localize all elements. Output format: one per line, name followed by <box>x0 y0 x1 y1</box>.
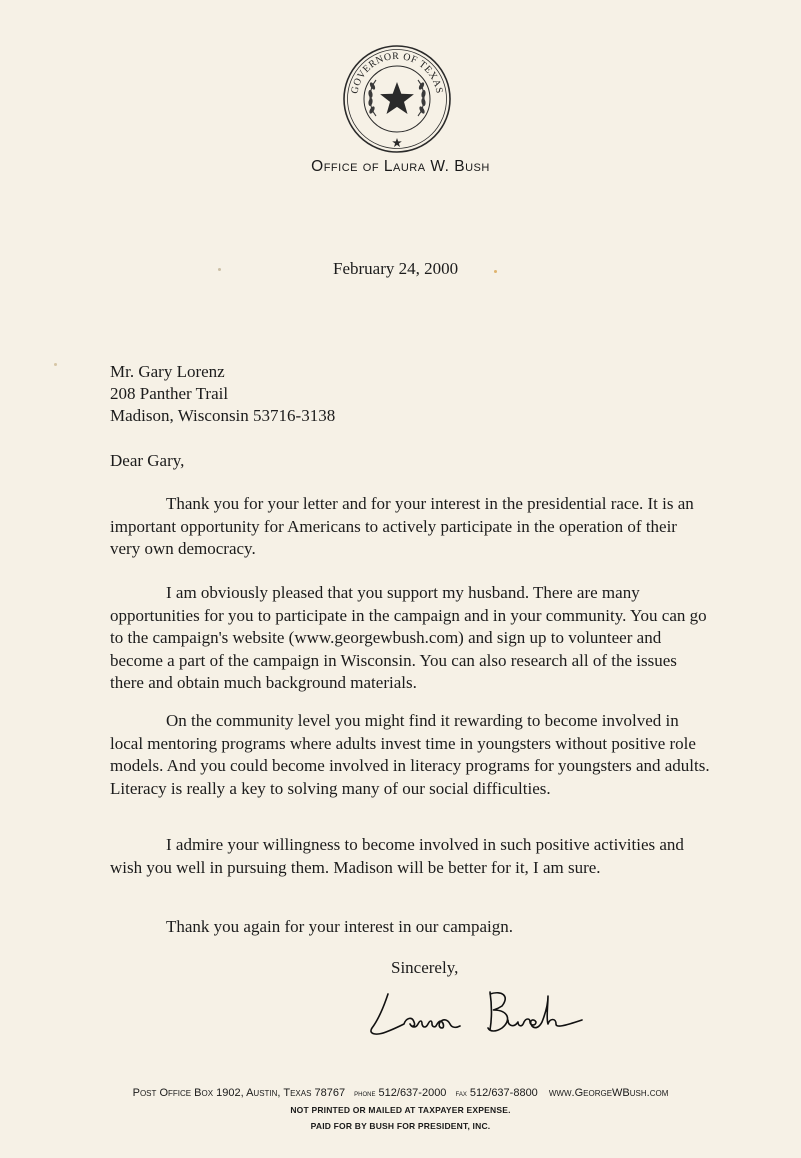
body-paragraph-2: I am obviously pleased that you support my husband. There are many opportunities for you to participate in the campaign and in your community. You can go to the campaign's website (www.georgewbush.com) and sign up to volunteer and become a part of the campaign in Wisconsin. You can also research all of the issues there and obtain much background materials. <box>110 583 707 692</box>
paper-speck <box>494 270 497 273</box>
handwritten-signature <box>360 982 610 1042</box>
footer-fax-label: fax <box>455 1088 467 1098</box>
letter-date: February 24, 2000 <box>333 259 459 278</box>
office-title: Office of Laura W. Bush <box>311 158 490 175</box>
footer-disclaimer-paid-for: PAID FOR BY BUSH FOR PRESIDENT, INC. <box>310 1121 491 1131</box>
footer-disclaimer-taxpayer: NOT PRINTED OR MAILED AT TAXPAYER EXPENSE. <box>290 1105 511 1115</box>
recipient-address <box>110 361 335 427</box>
footer-address: Post Office Box 1902, Austin, Texas 78767 <box>132 1087 346 1099</box>
footer-phone: 512/637-2000 <box>378 1087 447 1099</box>
footer-contact-line <box>0 1087 801 1099</box>
recipient-city: Madison, Wisconsin 53716-3138 <box>110 406 336 425</box>
governor-of-texas-seal <box>342 44 452 154</box>
footer-fax: 512/637-8800 <box>469 1087 538 1099</box>
recipient-street: 208 Panther Trail <box>110 384 229 403</box>
footer-phone-label: phone <box>354 1088 376 1098</box>
salutation: Dear Gary, <box>110 451 185 470</box>
seal-text: GOVERNOR OF TEXAS <box>349 50 445 95</box>
body-paragraph-4: I admire your willingness to become involved in such positive activities and wish you well in pursuing them. Madison will be better for it, I am sure. <box>110 835 684 877</box>
body-paragraph-1: Thank you for your letter and for your interest in the presidential race. It is an important opportunity for Americans to actively participate in the operation of their very own democracy. <box>110 494 694 558</box>
body-paragraph-5: Thank you again for your interest in our campaign. <box>166 917 513 936</box>
body-paragraph-3: On the community level you might find it rewarding to become involved in local mentoring programs where adults invest time in youngsters without positive role models. And you could become involved in literacy programs for youngsters and adults. Literacy is really a key to solving many of our social difficulties. <box>110 711 710 798</box>
closing: Sincerely, <box>391 958 459 977</box>
footer-website: www.GeorgeWBush.com <box>548 1087 669 1099</box>
paper-speck <box>54 363 57 366</box>
recipient-name: Mr. Gary Lorenz <box>110 362 225 381</box>
paper-speck <box>218 268 221 271</box>
